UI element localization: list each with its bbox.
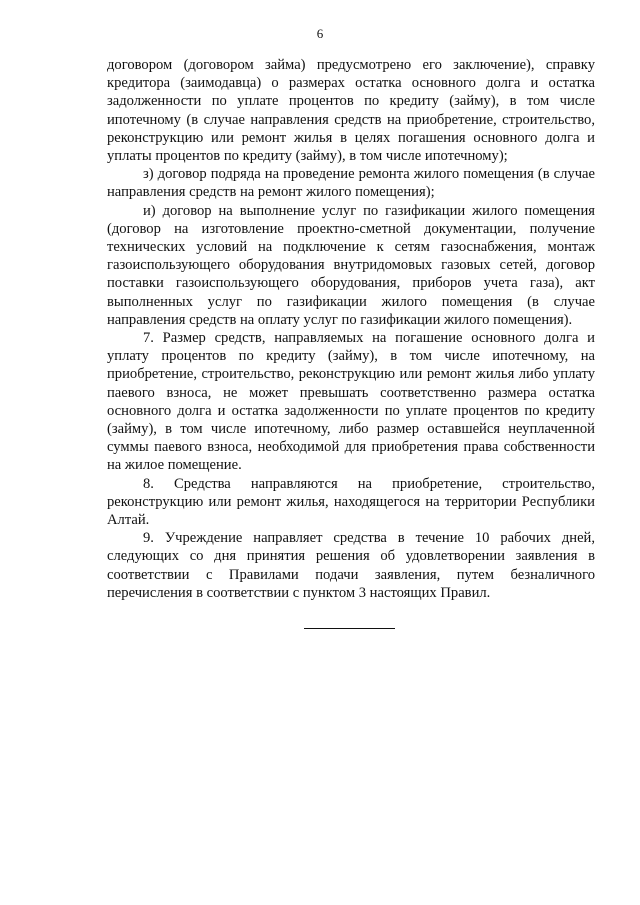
paragraph-item-z: з) договор подряда на проведение ремонта жилого помещения (в случае направления средств на ремонт жилого помещения); (107, 166, 595, 201)
paragraph-continuation: договором (договором займа) предусмотрено его заключение), справку кредитора (заимодавца) о размерах остатка основного долга и остатка задолженности по уплате процентов по кредиту (займу), в том числе ипотечному (в случае направления средств на приобретение, строительство, реконструкцию или ремонт жилья в целях погашения основного долга и уплаты процентов по кредиту (займу), в том числе ипотечному); (107, 57, 595, 165)
page-number: 6 (316, 26, 324, 41)
document-body (107, 56, 595, 602)
paragraph-clause-7: 7. Размер средств, направляемых на погашение основного долга и уплату процентов по кредиту (займу), в том числе ипотечному, на приобретение, строительство, реконструкцию или ремонт жилья либо уплату паевого взноса, не может превышать соответственно размера остатка основного долга и остатка задолженности по уплате процентов по кредиту (займу), в том числе ипотечному, либо размер оставшейся неуплаченной суммы паевого взноса, необходимой для приобретения права собственности на жилое помещение. (107, 330, 595, 474)
end-of-document-rule (304, 628, 395, 629)
paragraph-clause-9: 9. Учреждение направляет средства в течение 10 рабочих дней, следующих со дня принятия решения об удовлетворении заявления в соответствии с Правилами подачи заявления, путем безналичного перечисления в соответствии с пунктом 3 настоящих Правил. (107, 530, 595, 601)
paragraph-clause-8: 8. Средства направляются на приобретение, строительство, реконструкцию или ремонт жилья, находящегося на территории Республики Алтай. (107, 475, 595, 529)
paragraph-item-i: и) договор на выполнение услуг по газификации жилого помещения (договор на изготовление проектно-сметной документации, получение технических условий на подключение к сетям газоснабжения, монтаж газоиспользующего оборудования внутридомовых газовых сетей, договор поставки газоиспользующего оборудования, приборов учета газа), акт выполненных услуг по газификации жилого помещения (в случае направления средств на оплату услуг по газификации жилого помещения). (107, 202, 595, 328)
